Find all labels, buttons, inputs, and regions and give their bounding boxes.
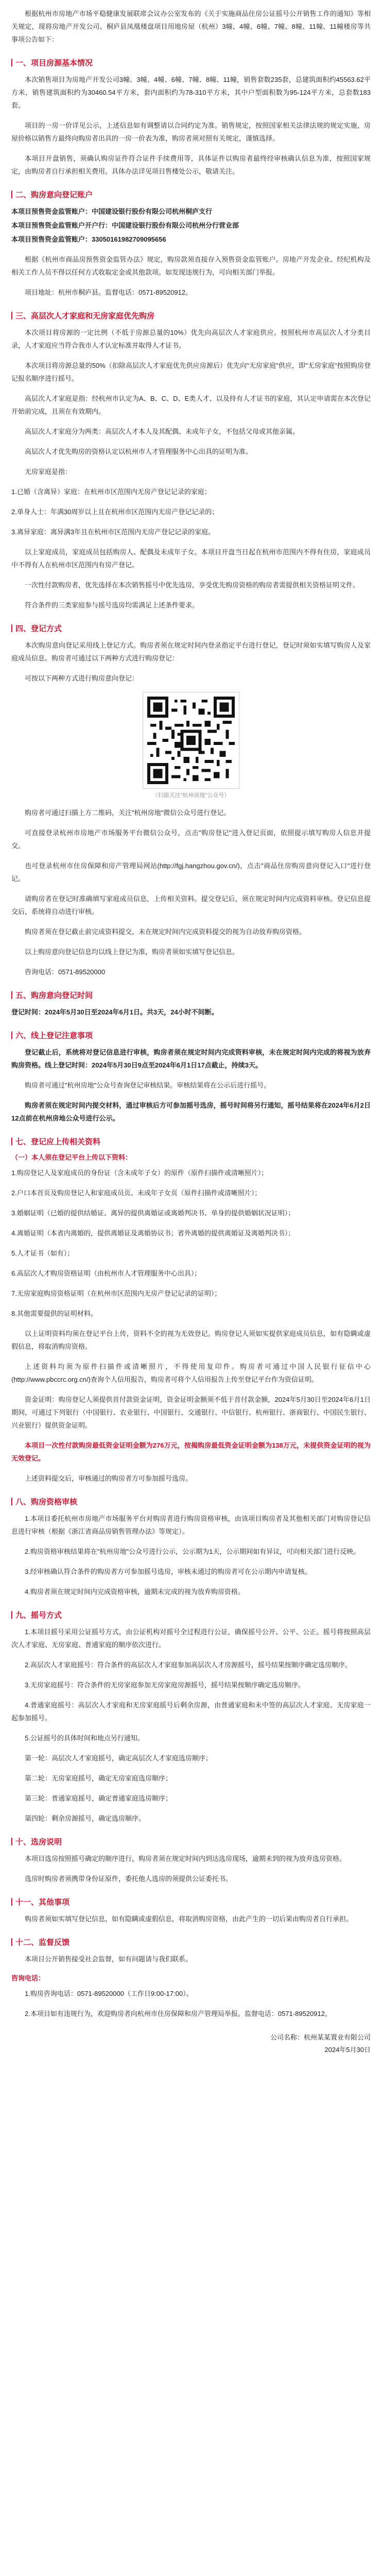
section-9-paragraph: 4.普通家庭摇号：高层次人才家庭和无房家庭摇号后剩余房源，由普通家庭和未中签的高层次人才家庭、无房家庭一起参加摇号。 <box>11 1701 371 1722</box>
list-item: 1.已婚（含离异）家庭：在杭州市区范围内无房产登记记录的家庭； <box>11 488 211 496</box>
section-1-paragraph: 项目的一房一价详见公示，上述信息如有调整请以合同约定为准。销售规定，按照国家相关法律法规的规定实施，房屋价格以销售方最终向购房者出具的一房一价表为准，购房者须对照有关规定，谨慎选择。 <box>11 122 371 142</box>
section-12-heading: 十二、监督反馈 <box>11 1937 371 1947</box>
section-10-heading: 十、选房说明 <box>11 1836 371 1847</box>
section-4-paragraph: 购房者可通过扫描上方二维码，关注"杭州房地"微信公众号进行登记。 <box>25 809 231 817</box>
section-7-heading: 七、登记应上传相关资料 <box>11 1136 371 1147</box>
section-7-paragraph: 资金证明：购房登记人须提供首付款资金证明，资金证明金额须不低于首付款金额，2024年5月30日至2024年6月1日期间，可通过下列银行（中国银行、农业银行、中国银行、交通银行、中信银行、杭州银行、浙商银行、中国民生银行、兴业银行）提供资金证明。 <box>11 1396 371 1429</box>
section-9-paragraph: 3.无房家庭摇号：符合条件的无房家庭参加无房家庭房源摇号，摇号结果按顺序确定选房顺序。 <box>25 1681 305 1689</box>
company-name: 公司名称：杭州某某置业有限公司 <box>270 2033 371 2041</box>
section-3-paragraph: 一次性付款购房者，优先选择在本次销售摇号中优先选房，享受优先购房资格的购房者需提供相关资格证明文件。 <box>25 581 360 589</box>
section-4-heading: 四、登记方式 <box>11 623 371 634</box>
list-item: 1.购房登记人及家庭成员的身份证（含未成年子女）的原件（原件扫描件或清晰照片）； <box>11 1169 268 1177</box>
section-4-paragraph: 可直接登录杭州市房地产市场服务平台微信公众号，点击"购房登记"进入登记页面，依照提示填写购房人信息并提交。 <box>11 829 371 850</box>
subsection-heading: （一）本人须在登记平台上传以下资料： <box>11 1154 132 1161</box>
section-3-heading: 三、高层次人才家庭和无房家庭优先购房 <box>11 310 371 321</box>
list-item: 2.单身人士：年满30周岁以上且在杭州市区范围内无房产登记记录的； <box>11 508 219 516</box>
section-3-paragraph: 高层次人才家庭分为两类：高层次人才本人及其配偶、未成年子女，不包括父母或其他亲属。 <box>25 428 300 435</box>
section-2-paragraph: 项目地址：杭州市桐庐县。监督电话：0571-89520912。 <box>25 289 193 296</box>
highlight-paragraph: 本项目一次性付款购房最低资金证明金额为276万元，按揭购房最低资金证明金额为138万元，未提供资金证明的视为无效登记。 <box>11 1442 371 1462</box>
section-8-heading: 八、购房资格审核 <box>11 1496 371 1507</box>
list-item: 3.离异家庭：离异满3年且在杭州市区范围内无房产登记记录的家庭。 <box>11 528 215 536</box>
section-8-paragraph: 3.经审核确认符合条件的购房者方可参加摇号选房，审核未通过的购房者可在公示期内申请复核。 <box>25 1568 311 1575</box>
section-4-paragraph: 以上购房意向登记信息均以线上登记为准，购房者须如实填写登记信息。 <box>25 948 239 956</box>
section-4-paragraph: 可按以下两种方式进行购房意向登记： <box>25 674 139 682</box>
section-2-heading: 二、购房意向登记账户 <box>11 189 371 200</box>
qr-code-image[interactable] <box>143 692 239 789</box>
section-8-paragraph: 4.购房者须在规定时间内完成资格审核，逾期未完成的视为放弃购房资格。 <box>25 1588 245 1596</box>
section-1-paragraph: 本次销售项目为房地产开发公司3幢、3幢、4幢、6幢、7幢、8幢、11幢，销售套数235套，总建筑面积约45563.62平方米，销售建筑面积约为30460.54平方米，套内面积约为78-310平方米，其中户型面积数为95-124平方米，总套数183套。 <box>11 76 371 109</box>
section-1-heading: 一、项目房源基本情况 <box>11 57 371 68</box>
section-9-paragraph: 第四轮：剩余房源摇号，确定选房顺序。 <box>25 1815 146 1822</box>
section-3-paragraph: 以上家庭成员，家庭成员包括购房人、配偶及未成年子女。本项目开盘当日起在杭州市范围内不得有住房，家庭成员中不得有人在杭州市区范围内有房产登记。 <box>11 548 371 569</box>
section-11-paragraph: 购房者须如实填写登记信息，如有隐瞒或虚假信息，将取消购房资格，由此产生的一切后果由购房者自行承担。 <box>25 1915 353 1923</box>
section-3-paragraph: 本次项目将房源总量的50%（扣除高层次人才家庭优先供应房源后）优先向"无房家庭"供应，即"无房家庭"按照购房登记报名顺序进行摇号。 <box>11 362 371 382</box>
section-6-paragraph: 登记截止后，系统将对登记信息进行审核，购房者须在规定时间内完成资料审核，未在规定时间内完成的将视为放弃购房资格。线上登记时间：2024年5月30日9点至2024年6月1日17点截止，持续3天。 <box>11 1048 371 1069</box>
section-7-paragraph: 上述资料提交后，审核通过的购房者方可参加摇号选房。 <box>25 1475 193 1482</box>
section-3-paragraph: 高层次人才优先购房的资格认定以杭州市人才管理服务中心出具的证明为准。 <box>25 448 253 455</box>
section-6-heading: 六、线上登记注意事项 <box>11 1030 371 1041</box>
qr-code-block <box>11 692 371 799</box>
list-item: 2.户口本首页及购房登记人和家庭成员页、未成年子女页（原件扫描件或清晰照片）； <box>11 1189 262 1197</box>
contact-phone: 咨询电话：0571-89520000 <box>25 968 106 976</box>
section-7-paragraph: 以上证明资料均须在登记平台上传，资料不全的视为无效登记。购房登记人须如实提供家庭成员信息，如有隐瞒或虚假信息，将取消购房资格。 <box>11 1330 371 1350</box>
section-9-heading: 九、摇号方式 <box>11 1609 371 1620</box>
section-8-paragraph: 2.购房资格审核结果将在"杭州房地"公众号进行公示，公示期为1天，公示期间如有异议，可向相关部门进行反映。 <box>25 1548 360 1555</box>
list-item: 4.离婚证明（本省内离婚的，提供离婚证及离婚协议书；省外离婚的提供离婚证及离婚判决书）； <box>11 1229 295 1237</box>
section-9-paragraph: 第一轮：高层次人才家庭摇号，确定高层次人才家庭选房顺序； <box>25 1754 213 1762</box>
bank-name: 本项目预售资金监管账户开户行：中国建设银行股份有限公司杭州分行营业部 <box>11 222 239 229</box>
section-1-paragraph: 本项目开盘销售，须确认购房证件符合证件手续费用等，具体证件以购房者最终经审核确认信息为准，按照国家规定，由购房者自行承担相关费用。具体办法详见项目售楼处公示，敬请关注。 <box>11 155 371 175</box>
section-4-paragraph: 也可登录杭州市住房保障和房产管理局网站(http://fgj.hangzhou.gov.cn/)，点击"商品住房购房意向登记入口"进行登记。 <box>11 862 371 883</box>
section-5-heading: 五、购房意向登记时间 <box>11 990 371 1001</box>
section-11-heading: 十一、其他事项 <box>11 1896 371 1907</box>
list-item: 5.人才证书（如有）； <box>11 1249 74 1257</box>
section-7-paragraph: 上述资料均须为原件扫描件或清晰照片，不得使用复印件。购房者可通过中国人民银行征信中心(http://www.pbccrc.org.cn/)查询个人信用报告，购房者可将个人信用报告上传至登记平台作为资信证明。 <box>11 1363 371 1383</box>
account-name: 本项目预售资金监管账户：中国建设银行股份有限公司杭州桐庐支行 <box>11 208 213 215</box>
section-3-paragraph: 本次项目将房源的一定比例（不低于房源总量的10%）优先向高层次人才家庭供应。按照杭州市高层次人才分类目录，人才家庭应当符合我市人才认定标准并取得人才证书。 <box>11 329 371 349</box>
section-9-paragraph: 第三轮：普通家庭摇号，确定普通家庭选房顺序； <box>25 1794 172 1802</box>
section-3-paragraph: 符合条件的三类家庭参与摇号选房均需满足上述条件要求。 <box>25 601 199 609</box>
intro-paragraph: 根据杭州市房地产市场平稳健康发展联席会议办公室发布的《关于实施商品住房公证摇号公开销售工作的通知》等相关规定，现将房地产开发公司、桐庐县凤凰楼盘项目用地房屋（杭州）3幢、4幢、6幢、7幢、8幢、11幢、11幢楼房等共事项公告如下： <box>11 10 371 43</box>
section-3-paragraph: 高层次人才家庭是指：经杭州市认定为A、B、C、D、E类人才、以及持有人才证书的家庭，其认定申请需在本次登记开始前完成，且须在有效期内。 <box>11 395 371 415</box>
signature-block <box>11 2031 371 2056</box>
list-item: 8.其他需要提供的证明材料。 <box>11 1310 97 1317</box>
section-10-paragraph: 选房时购房者须携带身份证原件，委托他人选房的须提供公证委托书。 <box>25 1875 233 1883</box>
section-4-paragraph: 请购房者在登记时准确填写家庭成员信息，上传相关资料。提交登记后，须在规定时间内完成资料审核。登记信息提交后，系统将自动进行审核。 <box>11 895 371 916</box>
account-number: 本项目预售资金监管账户：33050161982709095656 <box>11 235 166 243</box>
qr-caption: （扫描关注"杭州房地"公众号） <box>152 792 230 799</box>
section-3-paragraph: 无房家庭是指： <box>25 468 72 476</box>
list-item: 3.婚姻证明（已婚的提供结婚证、离异的提供离婚证或离婚判决书、单身的提供婚姻状况证明）； <box>11 1209 295 1217</box>
signature-date: 2024年5月30日 <box>324 2046 371 2054</box>
section-4-paragraph: 本次购房意向登记采用线上登记方式。购房者须在规定时间内登录指定平台进行登记，登记时须如实填写购房人及家庭成员信息。购房者可通过以下两种方式进行购房登记： <box>11 641 371 662</box>
section-6-paragraph: 购房者须在规定时间内提交材料，通过审核后方可参加摇号选房，摇号时间将另行通知，摇号结果将在2024年6月2日12点前在杭州房地公众号进行公示。 <box>11 1101 371 1122</box>
section-9-paragraph: 第二轮：无房家庭摇号，确定无房家庭选房顺序； <box>25 1774 172 1782</box>
section-9-paragraph: 1.本项目摇号采用公证摇号方式，由公证机构对摇号全过程进行公证，确保摇号公开、公平、公正。摇号将按照高层次人才家庭、无房家庭、普通家庭的顺序依次进行。 <box>11 1628 371 1649</box>
section-9-paragraph: 2.高层次人才家庭摇号：符合条件的高层次人才家庭参加高层次人才房源摇号，摇号结果按顺序确定选房顺序。 <box>25 1661 352 1669</box>
section-12-paragraph: 2.本项目如有违规行为，欢迎购房者向杭州市住房保障和房产管理局举报。监督电话：0571-89520912。 <box>25 2010 332 2018</box>
section-2-paragraph: 根据《杭州市商品房预售资金监管办法》规定，购房款须直接存入预售资金监管账户。房地产开发企业、经纪机构及相关工作人员不得以任何方式收取定金或其他款项。如发现违规行为，可向相关部门举报。 <box>11 256 371 276</box>
section-4-paragraph: 购房者须在登记截止前完成资料提交，未在规定时间内完成资料提交的视为自动放弃购房资格。 <box>25 928 306 936</box>
section-12-paragraph: 1.购房咨询电话：0571-89520000（工作日9:00-17:00）。 <box>25 1990 193 1997</box>
section-12-paragraph: 本项目公开销售接受社会监督，如有问题请与我们联系。 <box>25 1955 193 1963</box>
section-6-paragraph: 购房者可通过"杭州房地"公众号查询登记审核结果。审核结果将在公示后进行摇号。 <box>25 1081 271 1089</box>
section-8-paragraph: 1.本项目委托杭州市房地产市场服务平台对购房者进行购房资格审核，由该项目购房者及其他相关部门对购房登记信息进行审核（根据《浙江省商品房销售管理办法》等规定）。 <box>11 1515 371 1535</box>
list-item: 7.无房家庭购房资格证明（在杭州市区范围内无房产登记记录的证明）； <box>11 1290 221 1297</box>
section-10-paragraph: 本项目选房按照摇号确定的顺序进行，购房者须在规定时间内到达选房现场，逾期未到的视为放弃选房资格。 <box>25 1855 346 1862</box>
list-item: 6.高层次人才购房资格证明（由杭州市人才管理服务中心出具）； <box>11 1269 201 1277</box>
subsection-heading: 咨询电话： <box>11 1974 45 1982</box>
section-9-paragraph: 5.公证摇号的具体时间和地点另行通知。 <box>25 1734 144 1742</box>
registration-time: 登记时间：2024年5月30日至2024年6月1日。共3天，24小时不间断。 <box>11 1008 218 1016</box>
